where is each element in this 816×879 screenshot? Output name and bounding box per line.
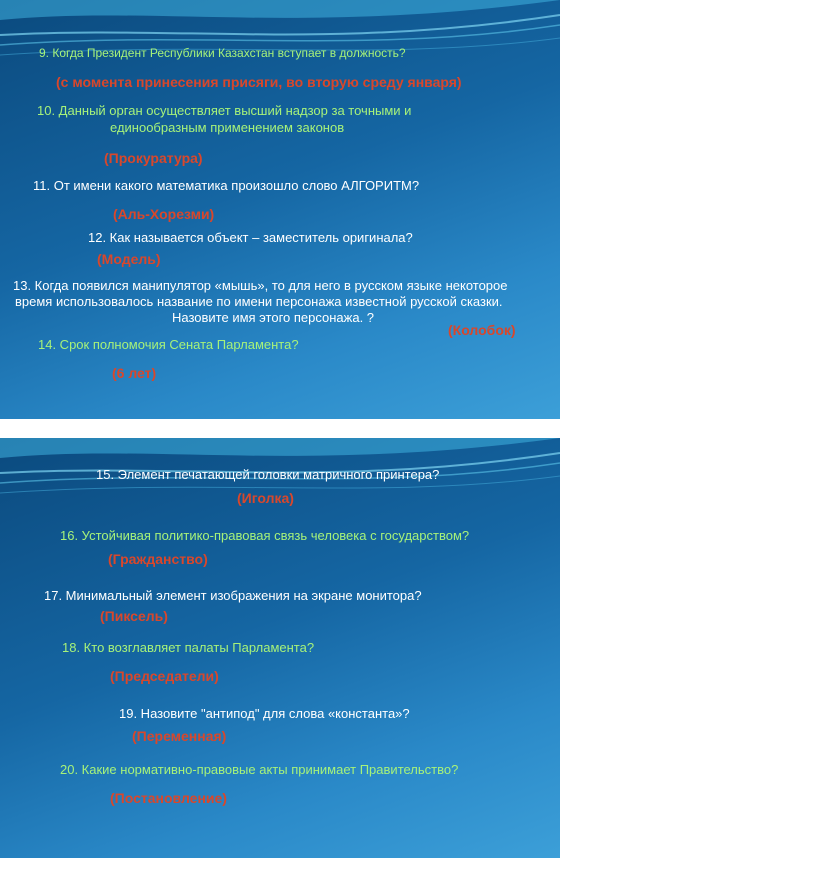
answer-12: (Модель) xyxy=(97,251,161,267)
question-19: 19. Назовите "антипод" для слова «константа»? xyxy=(119,706,410,721)
question-13-line-2: время использовалось название по имени персонажа известной русской сказки. xyxy=(15,294,503,309)
question-9: 9. Когда Президент Республики Казахстан вступает в должность? xyxy=(39,46,406,60)
question-17: 17. Минимальный элемент изображения на экране монитора? xyxy=(44,588,422,603)
answer-19: (Переменная) xyxy=(132,728,227,744)
answer-9: (с момента принесения присяги, во вторую среду января) xyxy=(56,74,462,90)
question-16: 16. Устойчивая политико-правовая связь человека с государством? xyxy=(60,528,470,543)
answer-20: (Постановление) xyxy=(110,790,227,806)
question-10-line-1: 10. Данный орган осуществляет высший надзор за точными и xyxy=(37,103,412,118)
answer-16: (Гражданство) xyxy=(108,551,208,567)
question-13-line-1: 13. Когда появился манипулятор «мышь», то для него в русском языке некоторое xyxy=(13,278,508,293)
slide-1 xyxy=(0,0,560,419)
answer-18: (Председатели) xyxy=(110,668,219,684)
question-14: 14. Срок полномочия Сената Парламента? xyxy=(38,337,299,352)
answer-13: (Колобок) xyxy=(448,322,516,338)
answer-10: (Прокуратура) xyxy=(104,150,203,166)
answer-11: (Аль-Хорезми) xyxy=(113,206,215,222)
answer-17: (Пиксель) xyxy=(100,608,168,624)
answer-14: (6 лет) xyxy=(112,365,157,381)
slide-2 xyxy=(0,438,560,858)
question-11: 11. От имени какого математика произошло слово АЛГОРИТМ? xyxy=(33,178,420,193)
question-12: 12. Как называется объект – заместитель оригинала? xyxy=(88,230,413,245)
question-20: 20. Какие нормативно-правовые акты принимает Правительство? xyxy=(60,762,459,777)
wave-decoration xyxy=(0,0,560,80)
question-18: 18. Кто возглавляет палаты Парламента? xyxy=(62,640,315,655)
answer-15: (Иголка) xyxy=(237,490,294,506)
question-13-line-3: Назовите имя этого персонажа. ? xyxy=(172,310,375,325)
question-15: 15. Элемент печатающей головки матричного принтера? xyxy=(96,467,440,482)
question-10-line-2: единообразным применением законов xyxy=(110,120,345,135)
